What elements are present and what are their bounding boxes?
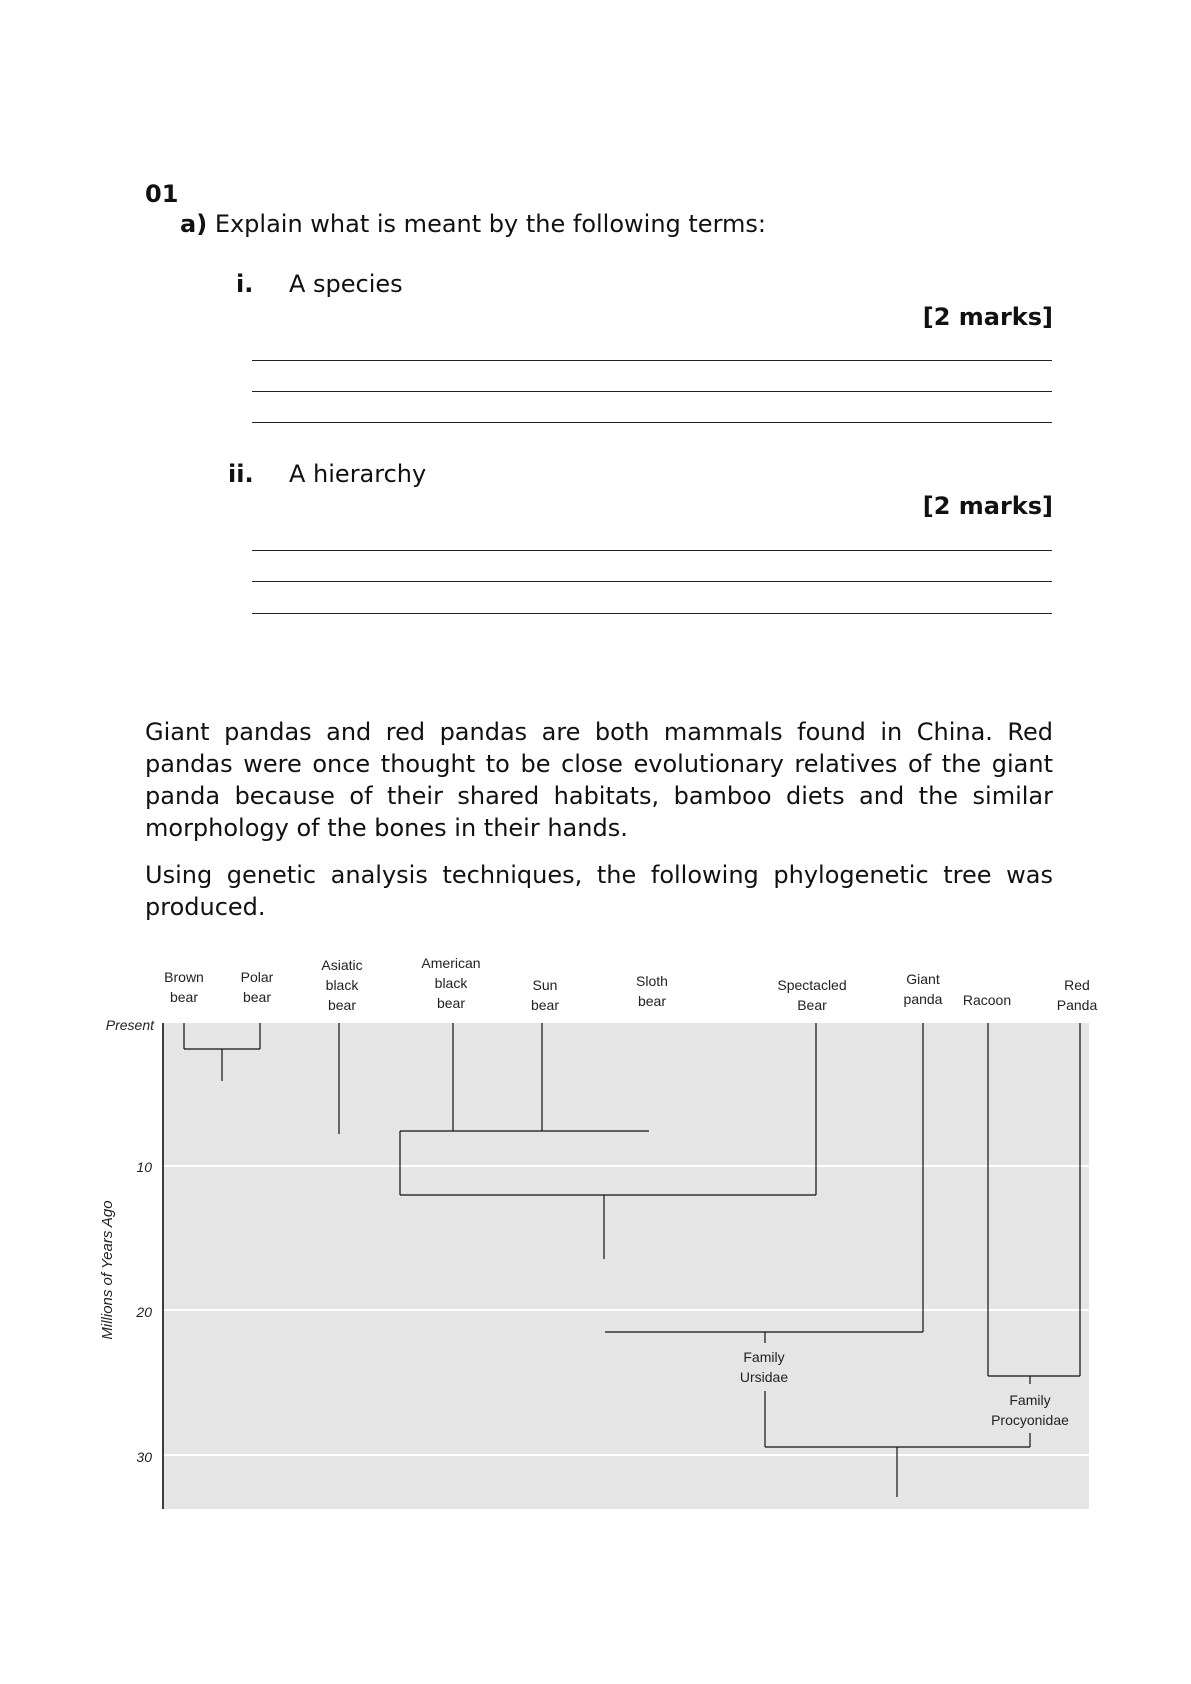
tick-label-10: 10 xyxy=(136,1159,152,1175)
tick-label-30: 30 xyxy=(136,1449,152,1465)
answer-line[interactable] xyxy=(252,550,1052,551)
present-label: Present xyxy=(105,1017,154,1033)
label-brown-bear-2: bear xyxy=(169,989,199,1005)
question-part xyxy=(180,210,766,238)
label-polar-bear-2: bear xyxy=(242,989,272,1005)
item-ii-label: ii. xyxy=(228,460,254,488)
answer-line[interactable] xyxy=(252,581,1052,582)
answer-line[interactable] xyxy=(252,422,1052,423)
label-asiatic-bear-3: bear xyxy=(327,997,357,1013)
item-i-label: i. xyxy=(236,270,254,298)
label-american-bear-1: American xyxy=(421,955,481,971)
label-giant-panda-2: panda xyxy=(903,991,943,1007)
answer-line[interactable] xyxy=(252,391,1052,392)
item-i-marks: [2 marks] xyxy=(922,303,1053,331)
passage-paragraph-2: Using genetic analysis techniques, the following phylogenetic tree was produced. xyxy=(145,861,1053,921)
item-ii-marks: [2 marks] xyxy=(922,492,1053,520)
label-sun-bear-1: Sun xyxy=(532,977,558,993)
y-axis-label: Millions of Years Ago xyxy=(99,1200,116,1340)
label-red-panda-2: Panda xyxy=(1056,997,1098,1013)
label-american-bear-3: bear xyxy=(436,995,466,1011)
plot-background xyxy=(163,1023,1089,1509)
phylogenetic-tree xyxy=(90,940,1110,1520)
item-i-text: A species xyxy=(289,270,403,298)
item-ii-text: A hierarchy xyxy=(289,460,427,488)
label-red-panda-1: Red xyxy=(1064,977,1090,993)
label-family-ursidae-2: Ursidae xyxy=(739,1369,789,1385)
label-spectacled-bear-1: Spectacled xyxy=(777,977,847,993)
question-number: 01 xyxy=(145,180,179,208)
label-spectacled-bear-2: Bear xyxy=(797,997,827,1013)
label-family-procyonidae-2: Procyonidae xyxy=(991,1412,1069,1428)
label-asiatic-bear-2: black xyxy=(325,977,359,993)
tick-label-20: 20 xyxy=(136,1304,152,1320)
label-american-bear-2: black xyxy=(434,975,468,991)
label-asiatic-bear-1: Asiatic xyxy=(321,957,363,973)
label-family-procyonidae-1: Family xyxy=(1009,1392,1051,1408)
label-brown-bear-1: Brown xyxy=(164,969,204,985)
passage-paragraph-1: Giant pandas and red pandas are both mammals found in China. Red pandas were once thought to be close evolutionary relatives of the giant panda because of their shared habitats, bamboo diets and the similar morphology of the bones in their hands. xyxy=(145,718,1053,842)
label-sloth-bear-2: bear xyxy=(637,993,667,1009)
answer-line[interactable] xyxy=(252,613,1052,614)
part-letter: a) xyxy=(180,210,208,238)
label-family-ursidae-1: Family xyxy=(743,1349,785,1365)
answer-line[interactable] xyxy=(252,360,1052,361)
label-sloth-bear-1: Sloth xyxy=(636,973,668,989)
label-polar-bear-1: Polar xyxy=(240,969,274,985)
label-racoon: Racoon xyxy=(962,992,1012,1008)
part-text: Explain what is meant by the following terms: xyxy=(214,210,766,238)
label-sun-bear-2: bear xyxy=(530,997,560,1013)
label-giant-panda-1: Giant xyxy=(906,971,940,987)
